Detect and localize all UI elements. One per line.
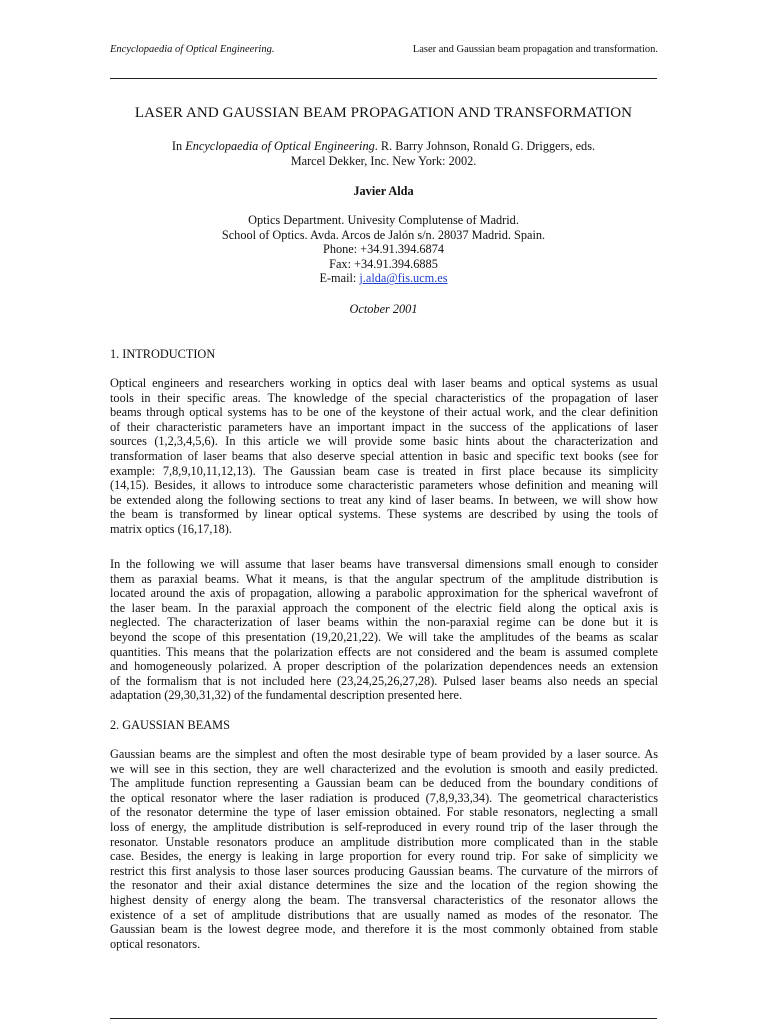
text-line: neglected. The characterization of laser beams within the non-paraxial regime can be done but it is <box>110 615 658 630</box>
header-rule <box>110 78 657 79</box>
text-line: (14,15). Besides, it allows to introduce some characteristic parameters whose definition and meaning will <box>110 478 658 493</box>
text-line: Optical engineers and researchers working in optics deal with laser beams and optical systems as usual <box>110 376 658 390</box>
paper-title: LASER AND GAUSSIAN BEAM PROPAGATION AND TRANSFORMATION <box>134 105 633 121</box>
text-line: restrict this first analysis to those laser sources producing Gaussian beams. The curvature of the mirrors of <box>110 863 658 878</box>
text-line: them as paraxial beams. What it means, is that the angular spectrum of the amplitude distribution is <box>110 571 658 586</box>
text-line: beyond the scope of this presentation (19,20,21,22). We will take the amplitudes of the beams as scalar <box>110 629 658 644</box>
text-line: we will see in this section, they are well characterized and the evolution is smooth and easily predicted. <box>110 761 658 776</box>
email-link[interactable]: j.alda@fis.ucm.es <box>359 271 448 286</box>
citation-source: Encyclopaedia of Optical Engineering <box>185 139 375 153</box>
text-line: the beam is transformed by linear optical systems. These systems are described by using the tools of <box>110 507 658 522</box>
running-header-left: Encyclopaedia of Optical Engineering. <box>110 44 275 55</box>
section-heading-gaussian-beams: 2. GAUSSIAN BEAMS <box>110 718 230 732</box>
running-header-right: Laser and Gaussian beam propagation and transformation. <box>412 44 658 55</box>
text-line: existence of a set of amplitude distributions that are usually named as modes of the resonator. The <box>110 907 658 922</box>
text-line: optical resonators. <box>110 936 201 951</box>
affiliation <box>110 213 657 286</box>
citation-prefix: In <box>171 139 186 153</box>
text-line: located around the axis of propagation, allowing a parabolic approximation for the spherical wavefront of <box>110 586 658 601</box>
intro-paragraph-2 <box>110 557 658 703</box>
gaussian-paragraph-1 <box>110 747 658 951</box>
text-line: highest density of energy along the beam. The transversal characteristics of the resonator allows the <box>110 892 658 907</box>
text-line: adaptation (29,30,31,32) of the fundamental description presented here. <box>110 688 463 703</box>
text-line: resonator. Unstable resonators produce an amplitude distribution more complicated than in the stable <box>110 834 658 849</box>
text-line: beams through optical systems has to be one of the keystone of their actual work, and the clear definition <box>110 405 658 420</box>
text-line: of the formalism that is not included here (23,24,25,26,27,28). Pulsed laser beams also needs an special <box>110 673 658 688</box>
text-line: be extended along the following sections to treat any kind of laser beams. In between, we will show how <box>110 492 658 507</box>
affiliation-phone: Phone: +34.91.394.6874 <box>322 242 445 257</box>
text-line: tools in their specific areas. The knowledge of the special characteristics of the propagation of laser <box>110 390 658 405</box>
email-label: E-mail: <box>319 271 360 286</box>
affiliation-email-line <box>110 271 657 286</box>
text-line: of the resonator determine the type of laser emission obtained. For stable resonators, neglecting a small <box>110 805 658 820</box>
author-name: Javier Alda <box>353 184 414 198</box>
text-line: and homogeneously polarized. A proper description of the polarization dependences needs an extension <box>110 659 658 674</box>
paper-date: October 2001 <box>349 302 418 316</box>
text-line: loss of energy, the amplitude distribution is self-reproduced in every round trip of the laser through the <box>110 819 658 834</box>
text-line: example: 7,8,9,10,11,12,13). The Gaussian beam case is treated in first place because its simplicity <box>110 463 658 478</box>
running-header <box>110 44 658 55</box>
text-line: the optical resonator where the laser radiation is produced (7,8,9,33,34). The geometrical characteristics <box>110 790 658 805</box>
text-line: the resonator and their axial distance determines the size and the location of the region showing the <box>110 878 658 893</box>
citation <box>110 139 657 168</box>
text-line: Gaussian beam is the lowest degree mode, and therefore it is the most commonly obtained from stable <box>110 922 658 937</box>
affiliation-dept: Optics Department. Univesity Complutense of Madrid. <box>248 213 519 227</box>
text-line: the laser beam. In the paraxial approach the component of the electric field along the optical axis is <box>110 600 658 615</box>
affiliation-school: School of Optics. Avda. Arcos de Jalón s/n. 28037 Madrid. Spain. <box>221 227 546 242</box>
intro-paragraph-1 <box>110 376 658 537</box>
citation-publisher: Marcel Dekker, Inc. New York: 2002. <box>290 153 477 168</box>
citation-editors: . R. Barry Johnson, Ronald G. Driggers, eds. <box>374 139 596 153</box>
section-heading-introduction: 1. INTRODUCTION <box>110 347 216 361</box>
text-line: matrix optics (16,17,18). <box>110 521 232 536</box>
text-line: sources (1,2,3,4,5,6). In this article we will provide some basic hints about the characterization and <box>110 434 658 449</box>
text-line: The amplitude function representing a Gaussian beam can be deduced from the boundary conditions of <box>110 776 658 791</box>
citation-line-1 <box>110 139 657 154</box>
affiliation-fax: Fax: +34.91.394.6885 <box>329 256 438 271</box>
text-line: case. Besides, the energy is leaking in large proportion for every round trip. For sake of simplicity we <box>110 849 658 864</box>
text-line: In the following we will assume that laser beams have transversal dimensions small enough to consider <box>110 557 658 571</box>
text-line: of their characteristic parameters have an important impact in the success of the applications of laser <box>110 419 658 434</box>
text-line: Gaussian beams are the simplest and often the most desirable type of beam provided by a laser source. As <box>110 747 658 761</box>
text-line: transformation of laser beams that also deserve special attention in basic and specific text books (see for <box>110 448 658 463</box>
footer-rule <box>110 1018 657 1019</box>
text-line: quantities. This means that the polarization effects are not considered and the beam is assumed complete <box>110 644 658 659</box>
